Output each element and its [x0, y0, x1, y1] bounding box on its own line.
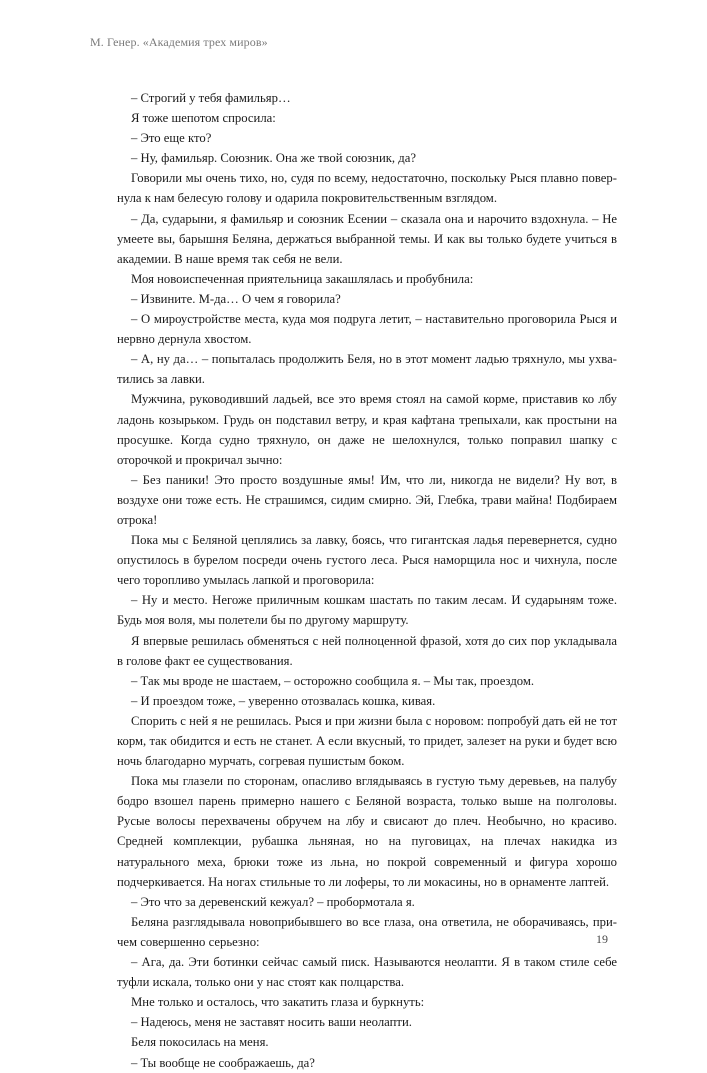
paragraph: Спорить с ней я не решилась. Рыся и при жизни была с норовом: попробуй дать ей не тот корм, так обидится и есть не станет. А если вкусный, то придет, залезет на руки и будет всю ночь благодарно мурчать, согревая пушистым боком. — [117, 713, 617, 769]
running-head: М. Генер. «Академия трех миров» — [90, 35, 268, 49]
paragraph: Я впервые решилась обменяться с ней полноценной фразой, хотя до сих пор укладывала в голове факт ее существования. — [117, 633, 617, 668]
paragraph: – Извините. М-да… О чем я говорила? — [131, 291, 341, 306]
paragraph: – И проездом тоже, – уверенно отозвалась кошка, кивая. — [131, 693, 436, 708]
paragraph: – А, ну да… – попыталась продолжить Беля, но в этот момент ладью тряхнуло, мы ухватились за лавки. — [117, 352, 617, 387]
body-text — [117, 88, 617, 1073]
paragraph: Мне только и осталось, что закатить глаза и буркнуть: — [131, 995, 425, 1010]
paragraph: Беля покосилась на меня. — [131, 1035, 269, 1050]
paragraph: – Так мы вроде не шастаем, – осторожно сообщила я. – Мы так, проездом. — [131, 673, 535, 688]
paragraph: – Ну и место. Негоже приличным кошкам шастать по таким лесам. И сударыням тоже. Будь моя воля, мы полетели бы по другому маршруту. — [117, 593, 617, 628]
paragraph: – Ага, да. Эти ботинки сейчас самый писк. Называются неолапти. Я в таком стиле себе туфли искала, только они у нас стоят как полцарства. — [117, 955, 617, 990]
paragraph: Моя новоиспеченная приятельница закашлялась и пробубнила: — [131, 271, 474, 286]
paragraph: – Без паники! Это просто воздушные ямы! Им, что ли, никогда не видели? Ну вот, в воздухе они тоже есть. Не страшимся, сидим смирно. Эй, Глебка, трави майна! Подбираем отрока! — [117, 472, 617, 527]
paragraph: Мужчина, руководивший ладьей, все это время стоял на самой корме, приставив ко лбу ладонь козырьком. Грудь он подставил ветру, и края кафтана трепыхали, как простыни на просушке. Когда судно тряхнуло, он даже не шелохнулся, только поправил шапку с оторочкой и прокричал зычно: — [117, 392, 617, 467]
page-number: 19 — [596, 932, 608, 946]
paragraph: – Это что за деревенский кежуал? – пробормотала я. — [131, 894, 415, 909]
paragraph: Пока мы глазели по сторонам, опасливо вглядываясь в густую тьму деревьев, на палубу бодро взошел парень примерно нашего с Беляной возраста, только выше на полголовы. Русые волосы перехвачены обручем на лбу и свисают до плеч. Необычно, но красиво. Средней комплекции, рубашка льняная, но на пуговицах, на плечах накидка из натурального меха, брюки тоже из льна, но покрой современный и фигура хорошо подчеркивается. На ногах стильные то ли лоферы, то ли мокасины, но в орнаменте лаптей. — [117, 774, 617, 889]
paragraph: Беляна разглядывала новоприбывшего во все глаза, она ответила, не оборачиваясь, причем совершенно серьезно: — [117, 914, 617, 949]
paragraph: – Надеюсь, меня не заставят носить ваши неолапти. — [131, 1015, 412, 1030]
paragraph: – Да, сударыни, я фамильяр и союзник Есении – сказала она и нарочито вздохнула. – Не умеете вы, барышня Беляна, держаться выбранной темы. И как вы только будете учиться в академии. В наше время так себя не вели. — [117, 211, 617, 266]
paragraph: Пока мы с Беляной цеплялись за лавку, боясь, что гигантская ладья перевернется, судно опустилось в бурелом посреди очень густого леса. Рыся наморщила нос и чихнула, после чего торопливо умылась лапкой и проговорила: — [117, 533, 617, 588]
paragraph: Я тоже шепотом спросила: — [131, 111, 276, 126]
paragraph: Говорили мы очень тихо, но, судя по всему, недостаточно, поскольку Рыся плавно повернула к нам белесую голову и одарила покровительственным взглядом. — [117, 171, 617, 206]
paragraph: – Это еще кто? — [131, 131, 212, 146]
paragraph: – О мироустройстве места, куда моя подруга летит, – наставительно проговорила Рыся и нервно дернула хвостом. — [117, 312, 617, 347]
paragraph: – Ты вообще не соображаешь, да? — [131, 1055, 315, 1070]
paragraph: – Ну, фамильяр. Союзник. Она же твой союзник, да? — [131, 151, 416, 166]
paragraph: – Строгий у тебя фамильяр… — [131, 91, 291, 105]
